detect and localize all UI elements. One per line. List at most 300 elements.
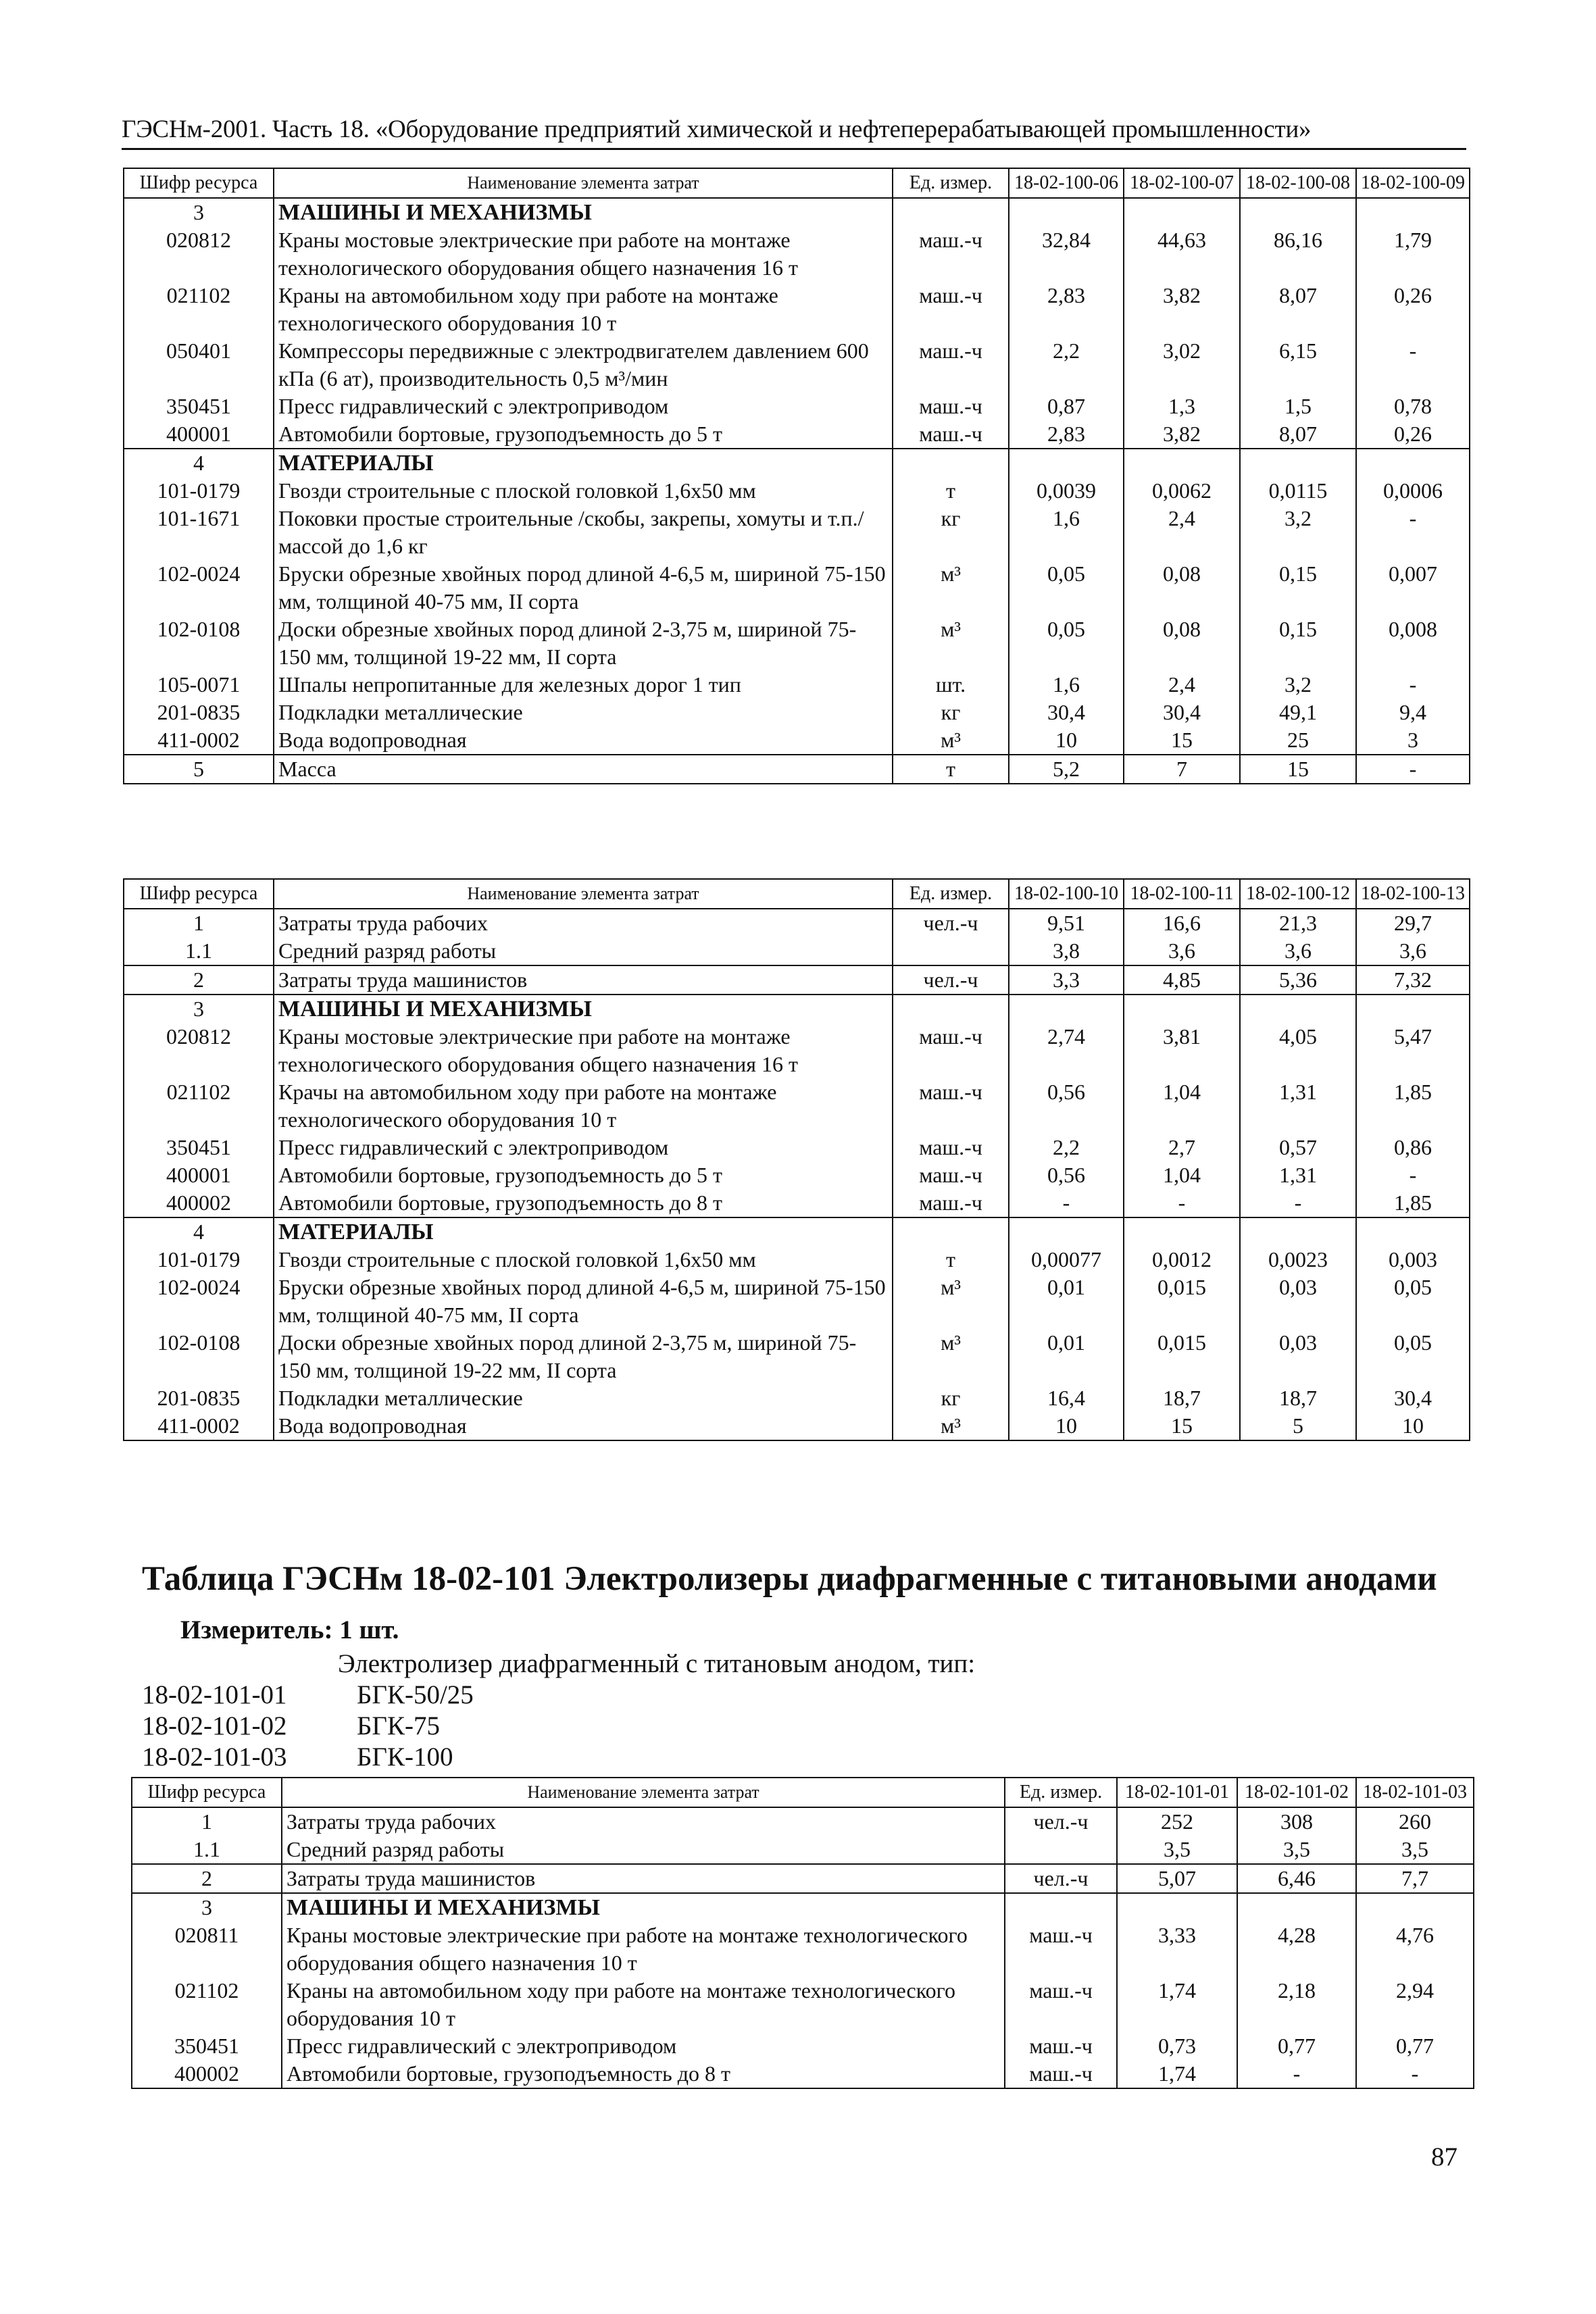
resource-code: 3: [132, 1893, 282, 1921]
cost-element-name: Затраты труда рабочих: [282, 1807, 1005, 1836]
unit-of-measure: маш.-ч: [893, 1023, 1009, 1078]
norm-value: 0,87: [1009, 393, 1124, 420]
resource-code: 105-0071: [124, 671, 274, 699]
norm-value: 0,08: [1124, 560, 1240, 615]
norm-value: 0,0023: [1240, 1246, 1356, 1274]
norm-value: 1,85: [1356, 1189, 1470, 1217]
cost-element-name: Краны на автомобильном ходу при работе на монтаже технологического оборудования 10 т: [274, 282, 893, 337]
variant-type: БГК-75: [357, 1711, 440, 1740]
norm-value: 0,01: [1009, 1329, 1124, 1384]
table-row: [124, 282, 1470, 337]
unit-of-measure: [1005, 1836, 1117, 1864]
norm-value: 3,5: [1237, 1836, 1356, 1864]
norm-value: 29,7: [1356, 909, 1470, 937]
resource-code: 400002: [132, 2060, 282, 2088]
unit-of-measure: кг: [893, 1384, 1009, 1412]
unit-of-measure: маш.-ч: [893, 1161, 1009, 1189]
norm-value: 18,7: [1240, 1384, 1356, 1412]
norm-value: 0,26: [1356, 420, 1470, 449]
resource-code: 021102: [124, 1078, 274, 1134]
unit-of-measure: шт.: [893, 671, 1009, 699]
table-row: [124, 505, 1470, 560]
cost-element-name: Затраты труда машинистов: [282, 1864, 1005, 1893]
norm-value: 2,4: [1124, 505, 1240, 560]
resource-code: 4: [124, 449, 274, 477]
norm-value: 25: [1240, 726, 1356, 755]
norm-value: 0,0039: [1009, 477, 1124, 505]
cost-element-name: Пресс гидравлический с электроприводом: [274, 393, 893, 420]
norm-value: 2,94: [1356, 1977, 1474, 2032]
resource-code: 3: [124, 995, 274, 1023]
column-header-norm: 18-02-100-11: [1124, 879, 1240, 909]
norm-value: 3: [1356, 726, 1470, 755]
resource-code: 201-0835: [124, 699, 274, 726]
section-title: Таблица ГЭСНм 18-02-101 Электролизеры диафрагменные с титановыми анодами: [142, 1560, 1437, 1598]
norm-value: 5: [1240, 1412, 1356, 1440]
table-row: [132, 2060, 1474, 2088]
resource-code: 101-0179: [124, 477, 274, 505]
table-row: [132, 1807, 1474, 1836]
cost-element-name: Автомобили бортовые, грузоподъемность до 5 т: [274, 420, 893, 449]
norm-value: 32,84: [1009, 226, 1124, 282]
norm-value: 260: [1356, 1807, 1474, 1836]
norm-value: 4,28: [1237, 1921, 1356, 1977]
norm-value: 3,2: [1240, 505, 1356, 560]
norm-value: 2,18: [1237, 1977, 1356, 2032]
norm-value: [1237, 1893, 1356, 1921]
norm-value: 3,5: [1356, 1836, 1474, 1864]
norm-value: -: [1240, 1189, 1356, 1217]
unit-of-measure: маш.-ч: [1005, 1977, 1117, 2032]
column-header-norm: 18-02-100-06: [1009, 168, 1124, 198]
unit-of-measure: маш.-ч: [893, 1134, 1009, 1161]
norm-value: 0,78: [1356, 393, 1470, 420]
norm-value: 49,1: [1240, 699, 1356, 726]
resource-code: 3: [124, 198, 274, 226]
table-group-row: [124, 1217, 1470, 1246]
cost-element-name: Доски обрезные хвойных пород длиной 2-3,75 м, шириной 75-150 мм, толщиной 19-22 мм, II сорта: [274, 615, 893, 671]
norm-value: [1124, 995, 1240, 1023]
table-group-row: [124, 198, 1470, 226]
variant-code: 18-02-101-02: [142, 1711, 287, 1740]
resource-code: 102-0108: [124, 1329, 274, 1384]
column-header-norm: 18-02-100-13: [1356, 879, 1470, 909]
resource-code: 1.1: [132, 1836, 282, 1864]
column-header-name: Наименование элемента затрат: [282, 1778, 1005, 1807]
norm-value: 3,5: [1117, 1836, 1237, 1864]
norm-value: [1356, 1893, 1474, 1921]
norm-value: 0,05: [1009, 615, 1124, 671]
norm-value: -: [1356, 2060, 1474, 2088]
norm-value: 0,08: [1124, 615, 1240, 671]
cost-element-name: Гвозди строительные с плоской головкой 1,6х50 мм: [274, 1246, 893, 1274]
column-header-unit: Ед. измер.: [893, 168, 1009, 198]
cost-element-name: Бруски обрезные хвойных пород длиной 4-6,5 м, шириной 75-150 мм, толщиной 40-75 мм, II сорта: [274, 1274, 893, 1329]
norm-value: 1,3: [1124, 393, 1240, 420]
unit-of-measure: маш.-ч: [1005, 2060, 1117, 2088]
cost-element-name: Вода водопроводная: [274, 726, 893, 755]
norm-value: -: [1356, 1161, 1470, 1189]
norm-value: [1240, 449, 1356, 477]
cost-element-name: МАШИНЫ И МЕХАНИЗМЫ: [274, 995, 893, 1023]
norm-value: -: [1124, 1189, 1240, 1217]
table-row: [132, 2032, 1474, 2060]
norm-value: 5,07: [1117, 1864, 1237, 1893]
column-header-norm: 18-02-100-10: [1009, 879, 1124, 909]
cost-element-name: Пресс гидравлический с электроприводом: [282, 2032, 1005, 2060]
norm-value: 0,77: [1356, 2032, 1474, 2060]
unit-of-measure: маш.-ч: [893, 420, 1009, 449]
norm-value: 1,6: [1009, 505, 1124, 560]
norm-value: -: [1356, 337, 1470, 393]
table-row: [132, 1836, 1474, 1864]
norm-value: 0,015: [1124, 1329, 1240, 1384]
norm-value: 3,81: [1124, 1023, 1240, 1078]
norm-value: 0,73: [1117, 2032, 1237, 2060]
norm-value: 2,7: [1124, 1134, 1240, 1161]
unit-of-measure: [893, 937, 1009, 965]
resource-code: 400001: [124, 1161, 274, 1189]
norm-value: 7: [1124, 755, 1240, 784]
norm-value: 15: [1240, 755, 1356, 784]
variant-row: [142, 1742, 453, 1772]
norm-value: [1009, 198, 1124, 226]
norm-value: 0,0012: [1124, 1246, 1240, 1274]
column-header-code: Шифр ресурса: [132, 1778, 282, 1807]
norm-value: 0,007: [1356, 560, 1470, 615]
variant-type: БГК-100: [357, 1742, 453, 1771]
cost-element-name: Средний разряд работы: [274, 937, 893, 965]
resource-code: 411-0002: [124, 726, 274, 755]
norm-value: 4,05: [1240, 1023, 1356, 1078]
norm-value: 86,16: [1240, 226, 1356, 282]
unit-of-measure: кг: [893, 699, 1009, 726]
resource-code: 102-0024: [124, 560, 274, 615]
table-row: [132, 1921, 1474, 1977]
norm-value: 3,82: [1124, 282, 1240, 337]
table-row: [124, 226, 1470, 282]
table-row: [124, 1246, 1470, 1274]
norm-value: 1,74: [1117, 1977, 1237, 2032]
table-row: [124, 477, 1470, 505]
norm-value: 8,07: [1240, 282, 1356, 337]
resource-code: 2: [124, 965, 274, 995]
norm-value: [1240, 1217, 1356, 1246]
norm-value: -: [1009, 1189, 1124, 1217]
table-row: [124, 755, 1470, 784]
resource-code: 411-0002: [124, 1412, 274, 1440]
norm-value: [1009, 1217, 1124, 1246]
norm-value: 0,77: [1237, 2032, 1356, 2060]
norm-value: 30,4: [1009, 699, 1124, 726]
page-header: ГЭСНм-2001. Часть 18. «Оборудование предприятий химической и нефтеперерабатывающей промышленности»: [122, 115, 1466, 150]
unit-of-measure: м³: [893, 1329, 1009, 1384]
table-group-row: [124, 449, 1470, 477]
norm-value: 0,003: [1356, 1246, 1470, 1274]
norm-value: 0,26: [1356, 282, 1470, 337]
norm-value: 1,79: [1356, 226, 1470, 282]
unit-of-measure: кг: [893, 505, 1009, 560]
cost-element-name: Поковки простые строительные /скобы, закрепы, хомуты и т.п./ массой до 1,6 кг: [274, 505, 893, 560]
norm-value: 1,5: [1240, 393, 1356, 420]
norm-value: 2,74: [1009, 1023, 1124, 1078]
norm-value: 2,2: [1009, 337, 1124, 393]
norm-value: 0,86: [1356, 1134, 1470, 1161]
norm-value: 0,15: [1240, 615, 1356, 671]
cost-element-name: Гвозди строительные с плоской головкой 1,6х50 мм: [274, 477, 893, 505]
table-row: [124, 560, 1470, 615]
norm-value: -: [1356, 755, 1470, 784]
norm-value: 1,31: [1240, 1161, 1356, 1189]
table-row: [124, 1189, 1470, 1217]
cost-element-name: Масса: [274, 755, 893, 784]
resource-code: 101-0179: [124, 1246, 274, 1274]
column-header-name: Наименование элемента затрат: [274, 879, 893, 909]
unit-of-measure: маш.-ч: [893, 1078, 1009, 1134]
variant-row: [142, 1711, 440, 1741]
resource-table-100-10-13: [123, 878, 1470, 1441]
norm-value: 3,82: [1124, 420, 1240, 449]
norm-value: 7,32: [1356, 965, 1470, 995]
table-row: [124, 726, 1470, 755]
table-row: [124, 615, 1470, 671]
norm-value: [1240, 995, 1356, 1023]
norm-value: 0,15: [1240, 560, 1356, 615]
norm-value: 5,36: [1240, 965, 1356, 995]
resource-code: 400002: [124, 1189, 274, 1217]
table-row: [124, 965, 1470, 995]
norm-value: 8,07: [1240, 420, 1356, 449]
unit-of-measure: [893, 198, 1009, 226]
resource-code: 1.1: [124, 937, 274, 965]
norm-value: [1124, 198, 1240, 226]
resource-code: 350451: [124, 1134, 274, 1161]
unit-of-measure: маш.-ч: [893, 282, 1009, 337]
cost-element-name: Автомобили бортовые, грузоподъемность до 5 т: [274, 1161, 893, 1189]
norm-value: 16,4: [1009, 1384, 1124, 1412]
unit-of-measure: чел.-ч: [1005, 1807, 1117, 1836]
unit-of-measure: [893, 449, 1009, 477]
resource-table-100-06-09: [123, 168, 1470, 784]
page-number: 87: [1431, 2142, 1457, 2171]
norm-value: 10: [1009, 726, 1124, 755]
norm-value: 3,2: [1240, 671, 1356, 699]
norm-value: 2,4: [1124, 671, 1240, 699]
norm-value: 21,3: [1240, 909, 1356, 937]
resource-code: 4: [124, 1217, 274, 1246]
norm-value: 0,56: [1009, 1078, 1124, 1134]
meter-label: Измеритель: 1 шт.: [180, 1615, 399, 1644]
cost-element-name: Шпалы непропитанные для железных дорог 1 тип: [274, 671, 893, 699]
unit-of-measure: маш.-ч: [893, 1189, 1009, 1217]
norm-value: 1,85: [1356, 1078, 1470, 1134]
column-header-norm: 18-02-101-03: [1356, 1778, 1474, 1807]
variant-row: [142, 1680, 474, 1710]
table-row: [124, 1023, 1470, 1078]
norm-value: [1124, 449, 1240, 477]
norm-value: 0,05: [1356, 1274, 1470, 1329]
cost-element-name: Средний разряд работы: [282, 1836, 1005, 1864]
norm-value: 2,83: [1009, 420, 1124, 449]
norm-value: 9,51: [1009, 909, 1124, 937]
norm-value: -: [1356, 505, 1470, 560]
resource-code: 021102: [132, 1977, 282, 2032]
cost-element-name: Пресс гидравлический с электроприводом: [274, 1134, 893, 1161]
table-row: [124, 1384, 1470, 1412]
column-header-code: Шифр ресурса: [124, 879, 274, 909]
norm-value: 0,05: [1009, 560, 1124, 615]
norm-value: 30,4: [1124, 699, 1240, 726]
cost-element-name: Затраты труда рабочих: [274, 909, 893, 937]
electrolyzer-type-label: Электролизер диафрагменный с титановым анодом, тип:: [338, 1649, 976, 1678]
column-header-unit: Ед. измер.: [893, 879, 1009, 909]
cost-element-name: Подкладки металлические: [274, 1384, 893, 1412]
norm-value: 15: [1124, 726, 1240, 755]
unit-of-measure: чел.-ч: [893, 965, 1009, 995]
norm-value: 6,46: [1237, 1864, 1356, 1893]
column-header-name: Наименование элемента затрат: [274, 168, 893, 198]
unit-of-measure: маш.-ч: [893, 226, 1009, 282]
resource-code: 1: [132, 1807, 282, 1836]
table-row: [124, 937, 1470, 965]
table-row: [124, 1274, 1470, 1329]
norm-value: [1356, 995, 1470, 1023]
column-header-norm: 18-02-100-08: [1240, 168, 1356, 198]
column-header-unit: Ед. измер.: [1005, 1778, 1117, 1807]
column-header-norm: 18-02-101-02: [1237, 1778, 1356, 1807]
cost-element-name: Автомобили бортовые, грузоподъемность до 8 т: [282, 2060, 1005, 2088]
cost-element-name: Доски обрезные хвойных пород длиной 2-3,75 м, шириной 75-150 мм, толщиной 19-22 мм, II сорта: [274, 1329, 893, 1384]
unit-of-measure: т: [893, 1246, 1009, 1274]
norm-value: 3,8: [1009, 937, 1124, 965]
resource-code: 020812: [124, 226, 274, 282]
resource-code: 101-1671: [124, 505, 274, 560]
cost-element-name: Краны мостовые электрические при работе на монтаже технологического оборудования общего назначения 16 т: [274, 226, 893, 282]
norm-value: 16,6: [1124, 909, 1240, 937]
norm-value: 0,0062: [1124, 477, 1240, 505]
norm-value: 4,76: [1356, 1921, 1474, 1977]
unit-of-measure: м³: [893, 1412, 1009, 1440]
norm-value: 308: [1237, 1807, 1356, 1836]
norm-value: 0,008: [1356, 615, 1470, 671]
norm-value: 0,05: [1356, 1329, 1470, 1384]
norm-value: [1356, 449, 1470, 477]
norm-value: [1117, 1893, 1237, 1921]
norm-value: 252: [1117, 1807, 1237, 1836]
norm-value: 0,0115: [1240, 477, 1356, 505]
norm-value: 3,33: [1117, 1921, 1237, 1977]
norm-value: 0,57: [1240, 1134, 1356, 1161]
norm-value: 4,85: [1124, 965, 1240, 995]
cost-element-name: Бруски обрезные хвойных пород длиной 4-6,5 м, шириной 75-150 мм, толщиной 40-75 мм, II сорта: [274, 560, 893, 615]
norm-value: 0,015: [1124, 1274, 1240, 1329]
resource-code: 5: [124, 755, 274, 784]
resource-code: 020811: [132, 1921, 282, 1977]
cost-element-name: Краны на автомобильном ходу при работе на монтаже технологического оборудования 10 т: [282, 1977, 1005, 2032]
norm-value: 0,56: [1009, 1161, 1124, 1189]
table-row: [124, 1412, 1470, 1440]
variant-code: 18-02-101-01: [142, 1680, 287, 1709]
resource-code: 350451: [124, 393, 274, 420]
column-header-norm: 18-02-100-07: [1124, 168, 1240, 198]
table-row: [124, 393, 1470, 420]
norm-value: 5,2: [1009, 755, 1124, 784]
norm-value: -: [1237, 2060, 1356, 2088]
norm-value: 30,4: [1356, 1384, 1470, 1412]
table-row: [124, 671, 1470, 699]
norm-value: 44,63: [1124, 226, 1240, 282]
unit-of-measure: [893, 1217, 1009, 1246]
cost-element-name: Крачы на автомобильном ходу при работе на монтаже технологического оборудования 10 т: [274, 1078, 893, 1134]
norm-value: 3,6: [1240, 937, 1356, 965]
norm-value: [1009, 449, 1124, 477]
norm-value: 1,04: [1124, 1161, 1240, 1189]
unit-of-measure: [893, 995, 1009, 1023]
cost-element-name: МАТЕРИАЛЫ: [274, 449, 893, 477]
norm-value: 7,7: [1356, 1864, 1474, 1893]
unit-of-measure: т: [893, 755, 1009, 784]
norm-value: 3,02: [1124, 337, 1240, 393]
resource-code: 050401: [124, 337, 274, 393]
cost-element-name: МАШИНЫ И МЕХАНИЗМЫ: [274, 198, 893, 226]
column-header-norm: 18-02-101-01: [1117, 1778, 1237, 1807]
norm-value: [1356, 1217, 1470, 1246]
variant-code: 18-02-101-03: [142, 1742, 287, 1771]
table-row: [132, 1977, 1474, 2032]
norm-value: 9,4: [1356, 699, 1470, 726]
table-row: [124, 1078, 1470, 1134]
resource-code: 021102: [124, 282, 274, 337]
cost-element-name: Автомобили бортовые, грузоподъемность до 8 т: [274, 1189, 893, 1217]
table-row: [124, 1161, 1470, 1189]
table-group-row: [132, 1893, 1474, 1921]
cost-element-name: МАШИНЫ И МЕХАНИЗМЫ: [282, 1893, 1005, 1921]
cost-element-name: Подкладки металлические: [274, 699, 893, 726]
variant-type: БГК-50/25: [357, 1680, 474, 1709]
norm-value: [1356, 198, 1470, 226]
table-row: [124, 909, 1470, 937]
unit-of-measure: маш.-ч: [1005, 1921, 1117, 1977]
norm-value: 10: [1009, 1412, 1124, 1440]
norm-value: 15: [1124, 1412, 1240, 1440]
cost-element-name: Краны мостовые электрические при работе на монтаже технологического оборудования общего назначения 16 т: [274, 1023, 893, 1078]
cost-element-name: Компрессоры передвижные с электродвигателем давлением 600 кПа (6 ат), производительность 0,5 м³/мин: [274, 337, 893, 393]
unit-of-measure: м³: [893, 1274, 1009, 1329]
norm-value: 0,03: [1240, 1329, 1356, 1384]
norm-value: 3,6: [1124, 937, 1240, 965]
table-row: [124, 699, 1470, 726]
norm-value: 18,7: [1124, 1384, 1240, 1412]
resource-code: 2: [132, 1864, 282, 1893]
resource-code: 102-0024: [124, 1274, 274, 1329]
norm-value: 1,31: [1240, 1078, 1356, 1134]
table-row: [124, 420, 1470, 449]
unit-of-measure: маш.-ч: [893, 393, 1009, 420]
unit-of-measure: м³: [893, 615, 1009, 671]
table-row: [124, 1134, 1470, 1161]
unit-of-measure: [1005, 1893, 1117, 1921]
norm-value: 0,0006: [1356, 477, 1470, 505]
norm-value: 0,01: [1009, 1274, 1124, 1329]
norm-value: [1240, 198, 1356, 226]
table-row: [124, 337, 1470, 393]
norm-value: 2,2: [1009, 1134, 1124, 1161]
table-group-row: [124, 995, 1470, 1023]
resource-code: 350451: [132, 2032, 282, 2060]
norm-value: 10: [1356, 1412, 1470, 1440]
column-header-norm: 18-02-100-12: [1240, 879, 1356, 909]
norm-value: 0,00077: [1009, 1246, 1124, 1274]
